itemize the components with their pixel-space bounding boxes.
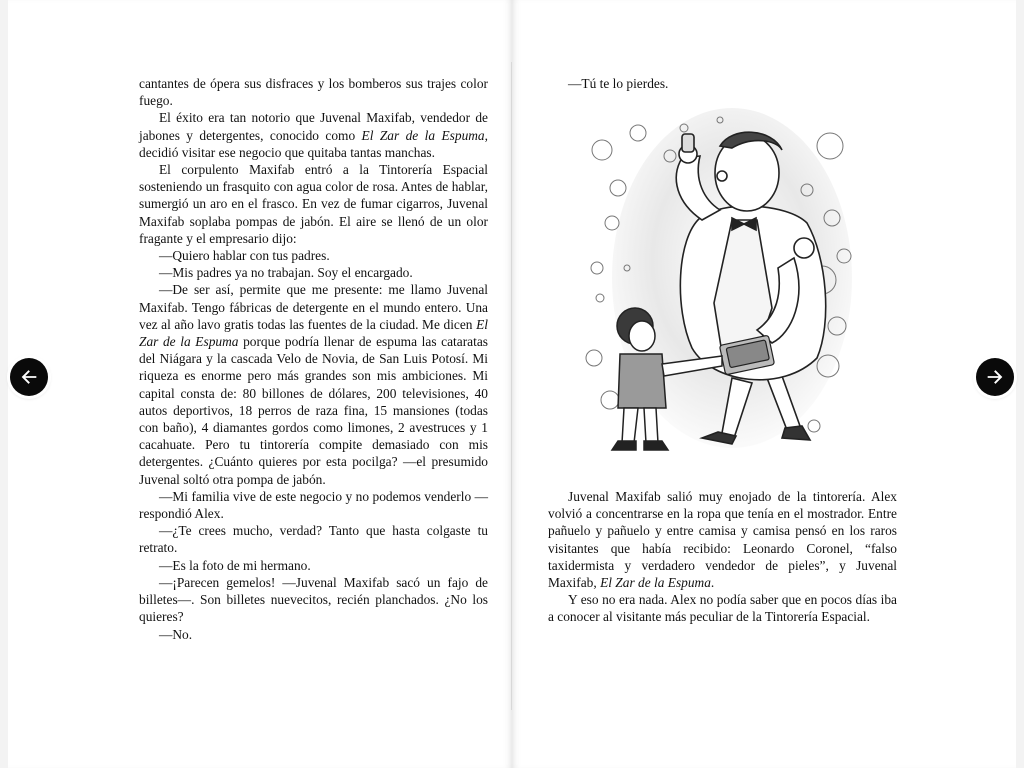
bubble-blowing-man-illustration xyxy=(582,108,862,468)
paragraph-text: cantantes de ópera sus disfraces y los bomberos sus trajes color fuego. xyxy=(139,76,488,109)
next-page-button[interactable] xyxy=(976,358,1014,396)
paragraph-text: Y eso no era nada. Alex no podía saber que en pocos días iba a conocer al visitante más peculiar de la Tintorería Espacial. xyxy=(548,592,897,625)
paragraph xyxy=(139,264,488,281)
paragraph xyxy=(139,281,488,487)
paragraph-text: —Mis padres ya no trabajan. Soy el encargado. xyxy=(159,265,413,281)
paragraph-text: —Mi familia vive de este negocio y no podemos venderlo —respondió Alex. xyxy=(139,488,488,522)
paragraph-text: porque podría llenar de espuma las cataratas del Niágara y la cascada Velo de Novia, de San Luis Potosí. Mi riqueza es enorme pero más grandes son mis ambiciones. Mi capital consta de: 80 billones de dólares, 200 televisiones, 40 autos deportivos, 18 perros de raza fina, 15 mansiones (todas con baño), 4 diamantes gordos como limones, 2 avestruces y 1 cacahuate. Pero tu tintorería compite demasiado con mis detergentes. ¿Cuánto quieres por esta pocilga? —el presumido Juvenal soltó otra pompa de jabón. xyxy=(139,334,488,487)
right-page-bottom-text xyxy=(548,488,897,626)
previous-page-button[interactable] xyxy=(10,358,48,396)
paragraph-text: , decidió visitar ese negocio que quitaba tantas manchas. xyxy=(139,127,488,160)
paragraph xyxy=(139,109,488,161)
paragraph-text: —Tú te lo pierdes. xyxy=(568,76,669,91)
paragraph xyxy=(139,161,488,247)
right-page-top-text xyxy=(548,75,897,92)
paragraph xyxy=(139,522,488,556)
paragraph-text: —De ser así, permite que me presente: me llamo Juvenal Maxifab. Tengo fábricas de detergente en el mundo entero. Una vez al año lavo gratis todas las fuentes de la ciudad. Me dicen xyxy=(139,282,488,332)
left-page-text xyxy=(139,75,488,643)
italic-title-text: El Zar de la Espuma xyxy=(139,316,488,350)
paragraph xyxy=(139,247,488,264)
paragraph-text: —No. xyxy=(159,626,193,642)
paragraph xyxy=(139,488,488,522)
arrow-left-icon xyxy=(18,366,40,388)
paragraph xyxy=(548,488,897,591)
paragraph xyxy=(548,75,897,92)
paragraph-text: —¿Te crees mucho, verdad? Tanto que hasta colgaste tu retrato. xyxy=(139,523,488,556)
paragraph-text: El éxito era tan notorio que Juvenal Maxifab, vendedor de jabones y detergentes, conocido como xyxy=(139,110,488,143)
paragraph xyxy=(139,557,488,574)
paragraph-text: —¡Parecen gemelos! —Juvenal Maxifab sacó un fajo de billetes—. Son billetes nuevecitos, recién planchados. ¿No los quieres? xyxy=(139,574,488,625)
paragraph-text: —Quiero hablar con tus padres. xyxy=(159,248,330,264)
paragraph xyxy=(548,591,897,625)
paragraph-text: . xyxy=(710,575,715,591)
right-page xyxy=(512,0,1016,768)
paragraph xyxy=(139,626,488,643)
arrow-right-icon xyxy=(984,366,1006,388)
left-page xyxy=(8,0,512,768)
paragraph-text: —Es la foto de mi hermano. xyxy=(159,557,311,573)
paragraph-text: Juvenal Maxifab salió muy enojado de la tintorería. Alex volvió a concentrarse en la ropa que tenía en el mostrador. Entre pañuelo y pañuelo y entre camisa y camisa pensó en los raros visitantes que había recibido: Leonardo Coronel, “falso taxidermista y verdadero vendedor de pieles”, y Juvenal Maxifab, xyxy=(548,489,897,591)
book-spine xyxy=(511,62,512,710)
italic-title-text: El Zar de la Espuma xyxy=(600,575,711,591)
paragraph xyxy=(139,574,488,626)
paragraph-text: El corpulento Maxifab entró a la Tintorería Espacial sosteniendo un frasquito con agua color de rosa. Antes de hablar, sumergió un aro en el frasco. En vez de fumar cigarros, Juvenal Maxifab soplaba pompas de jabón. El aire se llenó de un olor fragante y el empresario dijo: xyxy=(139,162,488,246)
paragraph xyxy=(139,75,488,109)
italic-title-text: El Zar de la Espuma xyxy=(361,127,485,143)
